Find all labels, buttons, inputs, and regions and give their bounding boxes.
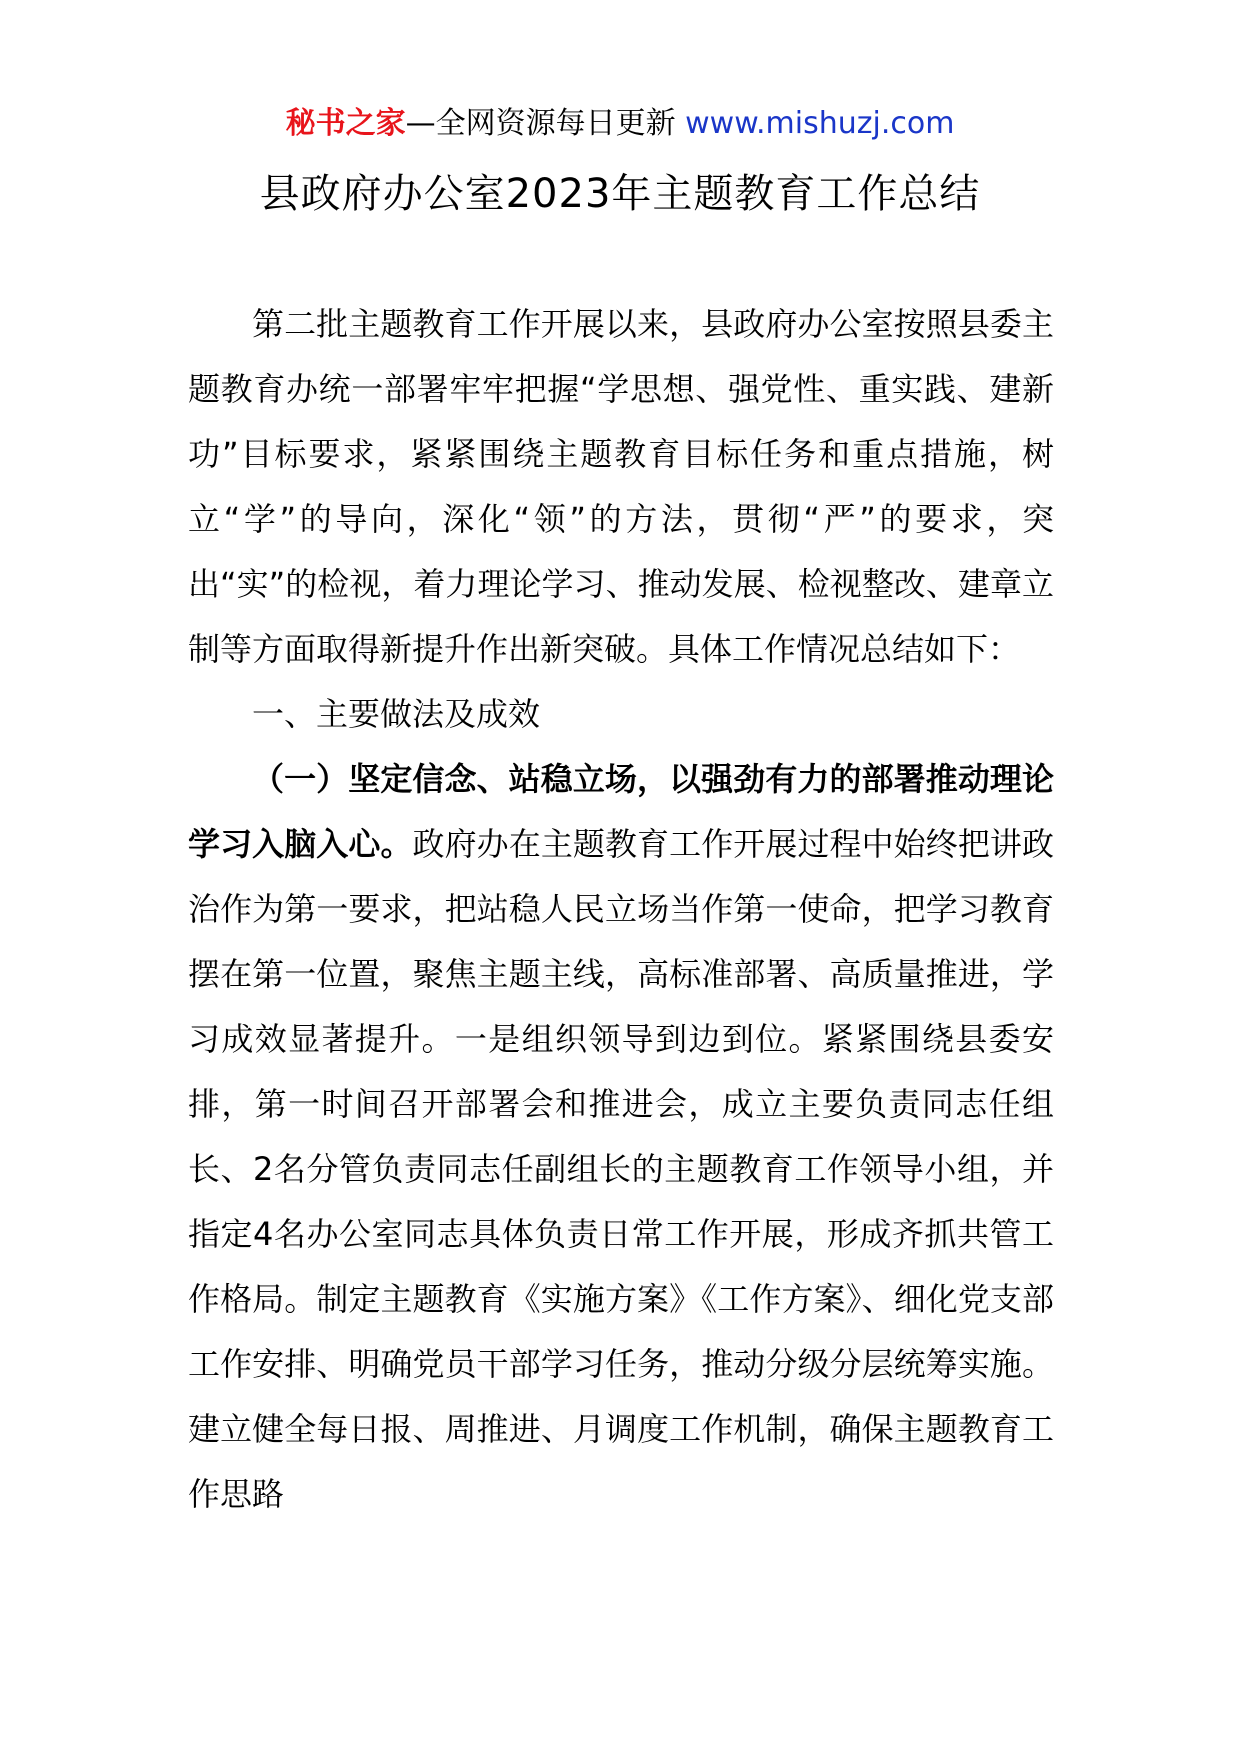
subsection-text: 政府办在主题教育工作开展过程中始终把讲政治作为第一要求，把站稳人民立场当作第一使命，把学习教育摆在第一位置，聚焦主题主线，高标准部署、高质量推进，学习成效显著提升。一是组织领导到边到位。紧紧围绕县委安排，第一时间召开部署会和推进会，成立主要负责同志任组长、2名分管负责同志任副组长的主题教育工作领导小组，并指定4名办公室同志具体负责日常工作开展，形成齐抓共管工作格局。制定主题教育《实施方案》《工作方案》、细化党支部工作安排、明确党员干部学习任务，推动分级分层统筹实施。建立健全每日报、周推进、月调度工作机制，确保主题教育工作思路 — [188, 825, 1054, 1513]
brand-name: 秘书之家 — [285, 106, 406, 141]
subsection-paragraph — [188, 747, 1054, 1527]
section-heading: 一、主要做法及成效 — [252, 695, 541, 733]
website-link[interactable]: www.mishuzj.com — [685, 106, 955, 141]
document-title: 县政府办公室2023年主题教育工作总结 — [259, 171, 981, 217]
page-header — [0, 100, 1240, 148]
document-body — [188, 292, 1054, 1527]
subsection-heading: （一）坚定信念、站稳立场，以强劲有力的部署推动理论学习入脑入心。 — [188, 760, 1054, 863]
intro-paragraph: 第二批主题教育工作开展以来，县政府办公室按照县委主题教育办统一部署牢牢把握“学思想、强党性、重实践、建新功”目标要求，紧紧围绕主题教育目标任务和重点措施，树立“学”的导向，深化“领”的方法，贯彻“严”的要求，突出“实”的检视，着力理论学习、推动发展、检视整改、建章立制等方面取得新提升作出新突破。具体工作情况总结如下： — [188, 305, 1054, 668]
header-tagline: —全网资源每日更新 — [405, 106, 686, 141]
